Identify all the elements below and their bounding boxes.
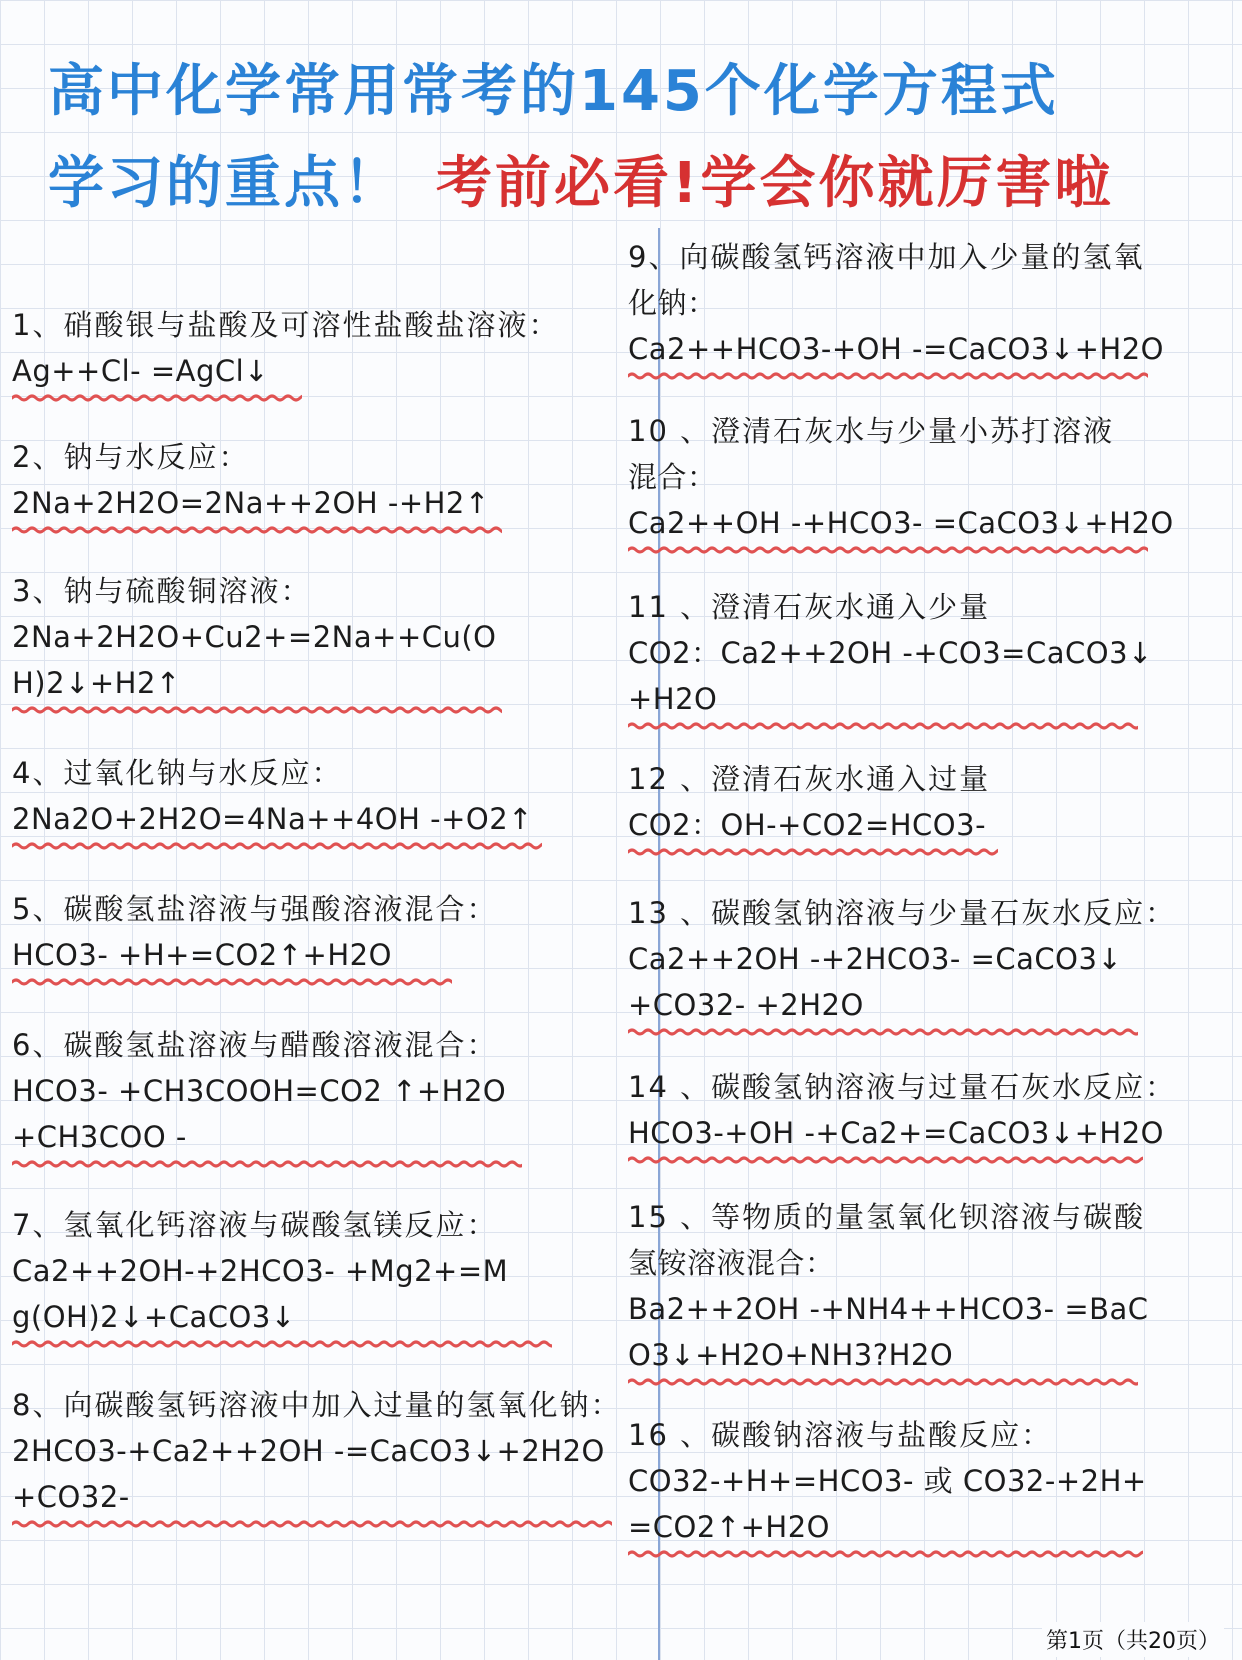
equation-text: 混合： <box>628 460 717 494</box>
equation-text: =CO2↑+H2O <box>628 1510 831 1544</box>
equation-heading: 13 、碳酸氢钠溶液与少量石灰水反应： <box>628 896 1177 930</box>
equation-text: 氢铵溶液混合： <box>628 1246 835 1280</box>
equation-text: H)2↓+H2↑ <box>12 666 181 700</box>
equation-heading: 6、碳酸氢盐溶液与醋酸溶液混合： <box>12 1028 498 1062</box>
equation-heading: 9、向碳酸氢钙溶液中加入少量的氢氧 <box>628 240 1145 274</box>
subtitle-blue: 学习的重点！ <box>48 151 402 216</box>
equation-heading: 10 、澄清石灰水与少量小苏打溶液 <box>628 414 1115 448</box>
equation-entry <box>628 1194 1149 1388</box>
equation-entry <box>12 1382 621 1530</box>
equation-heading: 16 、碳酸钠溶液与盐酸反应： <box>628 1418 1053 1452</box>
equation-text: O3↓+H2O+NH3?H2O <box>628 1338 954 1372</box>
equation-heading: 1、硝酸银与盐酸及可溶性盐酸盐溶液： <box>12 308 560 342</box>
equation-heading: 12 、澄清石灰水通入过量 <box>628 762 991 796</box>
equation-text: g(OH)2↓+CaCO3↓ <box>12 1300 296 1334</box>
equation-entry <box>628 1064 1176 1166</box>
equation-text: Ca2++HCO3-+OH -=CaCO3↓+H2O <box>628 332 1165 366</box>
equation-heading: 2、钠与水反应： <box>12 440 250 474</box>
equation-text: HCO3- +CH3COOH=CO2 ↑+H2O <box>12 1074 507 1108</box>
equation-heading: 4、过氧化钠与水反应： <box>12 756 343 790</box>
equation-entry <box>628 1412 1147 1560</box>
equation-text: 2Na2O+2H2O=4Na++4OH -+O2↑ <box>12 802 533 836</box>
equation-text: CO2：Ca2++2OH -+CO3=CaCO3↓ <box>628 636 1153 670</box>
equation-entry <box>628 234 1164 382</box>
equation-entry <box>628 890 1176 1038</box>
equation-entry <box>12 1022 522 1170</box>
equation-text: +CH3COO - <box>12 1120 187 1154</box>
equation-heading: 11 、澄清石灰水通入少量 <box>628 590 991 624</box>
page-title: 高中化学常用常考的145个化学方程式 <box>48 59 1059 124</box>
equation-text: +CO32- +2H2O <box>628 988 864 1022</box>
equation-text: 2Na+2H2O=2Na++2OH -+H2↑ <box>12 486 490 520</box>
equation-text: Ca2++OH -+HCO3- =CaCO3↓+H2O <box>628 506 1174 540</box>
equation-entry <box>12 1202 552 1350</box>
equation-heading: 7、氢氧化钙溶液与碳酸氢镁反应： <box>12 1208 498 1242</box>
equation-entry <box>12 750 542 852</box>
equation-heading: 15 、等物质的量氢氧化钡溶液与碳酸 <box>628 1200 1146 1234</box>
equation-entry <box>12 302 559 404</box>
equation-text: 化钠： <box>628 286 717 320</box>
equation-heading: 3、钠与硫酸铜溶液： <box>12 574 312 608</box>
equation-entry <box>628 584 1153 732</box>
equation-text: 2Na+2H2O+Cu2+=2Na++Cu(O <box>12 620 497 654</box>
equation-text: Ca2++2OH -+2HCO3- =CaCO3↓ <box>628 942 1123 976</box>
equation-entry <box>628 756 998 858</box>
equation-entry <box>12 568 502 716</box>
equation-entry <box>628 408 1174 556</box>
equation-text: HCO3-+OH -+Ca2+=CaCO3↓+H2O <box>628 1116 1165 1150</box>
equation-entry <box>12 886 497 988</box>
equation-entry <box>12 434 502 536</box>
equation-heading: 14 、碳酸氢钠溶液与过量石灰水反应： <box>628 1070 1177 1104</box>
equation-text: Ba2++2OH -+NH4++HCO3- =BaC <box>628 1292 1149 1326</box>
equation-text: Ag++Cl- =AgCl↓ <box>12 354 269 388</box>
equation-text: +CO32- <box>12 1480 130 1514</box>
equation-text: Ca2++2OH-+2HCO3- +Mg2+=M <box>12 1254 509 1288</box>
equation-heading: 5、碳酸氢盐溶液与强酸溶液混合： <box>12 892 498 926</box>
subtitle-red: 考前必看!学会你就厉害啦 <box>436 151 1114 216</box>
page-number: 第1页（共20页） <box>1042 1622 1224 1657</box>
equation-text: 2HCO3-+Ca2++2OH -=CaCO3↓+2H2O <box>12 1434 605 1468</box>
equation-text: +H2O <box>628 682 718 716</box>
equation-text: CO2：OH-+CO2=HCO3- <box>628 808 987 842</box>
equation-text: CO32-+H+=HCO3- 或 CO32-+2H+ <box>628 1464 1147 1498</box>
page-subtitle <box>48 151 1114 216</box>
equation-text: HCO3- +H+=CO2↑+H2O <box>12 938 392 972</box>
equation-heading: 8、向碳酸氢钙溶液中加入过量的氢氧化钠： <box>12 1388 622 1422</box>
